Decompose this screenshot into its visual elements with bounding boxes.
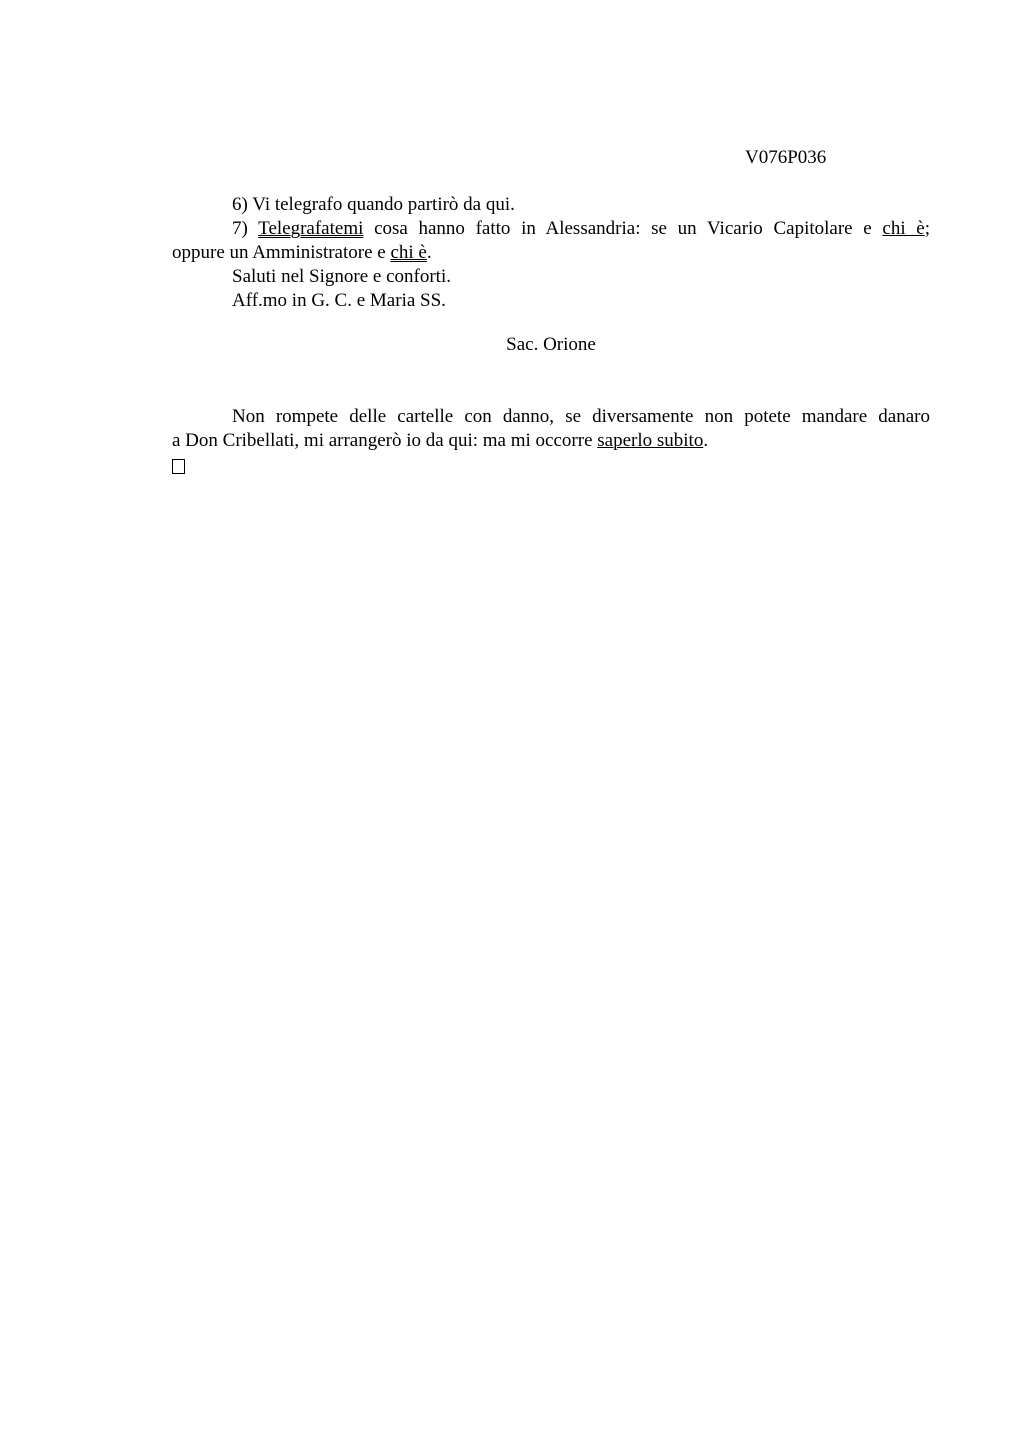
letter-body <box>172 193 930 473</box>
missing-glyph-line <box>172 457 930 473</box>
text-run-middle: cosa hanno fatto in Alessandria: se un Vicario Capitolare e <box>363 218 883 239</box>
postscript <box>172 405 930 453</box>
saperlo-subito-underlined: saperlo subito <box>597 430 704 451</box>
letter-item-6: 6) Vi telegrafo quando partirò da qui. <box>232 194 515 215</box>
text-run-lead: 7) <box>232 218 259 239</box>
signature: Sac. Orione <box>506 334 596 355</box>
letter-greeting: Saluti nel Signore e conforti. <box>232 266 451 287</box>
archive-code: V076P036 <box>745 147 827 168</box>
text-run-ps-start: a Don Cribellati, mi arrangerò io da qui: ma mi occorre <box>172 430 598 451</box>
text-run-ps-period: . <box>703 430 709 451</box>
letter-item-7-line2 <box>172 241 930 265</box>
letter-item-7 <box>172 217 930 265</box>
telegrafatemi-double-underlined: Telegrafatemi <box>258 218 364 239</box>
letter-closing: Aff.mo in G. C. e Maria SS. <box>232 290 446 311</box>
text-run-period: . <box>426 242 432 263</box>
chi-e-double-underlined-second: chi è <box>390 242 427 263</box>
chi-e-underlined-first: chi è <box>882 218 925 239</box>
text-run-semicolon: ; <box>924 218 931 239</box>
missing-glyph-box <box>172 459 185 474</box>
postscript-line2 <box>172 429 930 453</box>
text-run-continuation: oppure un Amministratore e <box>172 242 391 263</box>
postscript-line1: Non rompete delle cartelle con danno, se diversamente non potete mandare danaro <box>232 406 930 427</box>
letter-item-7-line1 <box>172 217 930 241</box>
